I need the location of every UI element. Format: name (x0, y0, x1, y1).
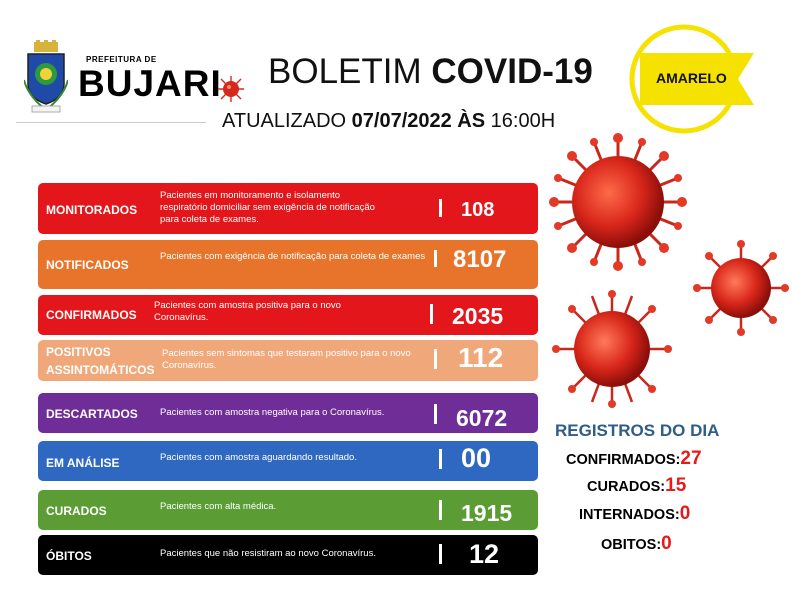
row-notificados (38, 240, 538, 289)
row-monitorados-name: MONITORADOS (46, 203, 138, 217)
row-descartados-value: 6072 (456, 405, 508, 431)
row-curados-divider (439, 500, 442, 520)
row-notificados-name: NOTIFICADOS (46, 258, 129, 272)
row-confirmados-divider (430, 304, 433, 324)
virus-middle-icon (552, 290, 672, 408)
row-monitorados-value: 108 (461, 199, 495, 221)
registros-confirmados-value: 27 (680, 448, 702, 469)
row-positivos-desc: Pacientes sem sintomas que testaram positivo para o novo Coronavírus. (162, 348, 411, 371)
virus-right-icon (693, 240, 789, 336)
row-obitos-desc: Pacientes que não resistiram ao novo Coronavírus. (160, 548, 376, 559)
row-descartados (38, 393, 538, 433)
row-confirmados-value: 2035 (452, 303, 504, 329)
alert-level-label: AMARELO (656, 70, 727, 86)
row-obitos-name: ÓBITOS (46, 549, 92, 563)
row-curados-name: CURADOS (46, 504, 107, 518)
row-positivos-name-line1: POSITIVOS (46, 345, 111, 359)
row-confirmados-desc: Pacientes com amostra positiva para o novo Coronavírus. (154, 300, 341, 323)
row-notificados-desc: Pacientes com exigência de notificação para coleta de exames (160, 251, 426, 262)
logo-city-text: BUJARI (78, 63, 222, 104)
small-virus-icon (216, 74, 246, 104)
registros-internados (579, 503, 690, 525)
row-obitos (38, 535, 538, 575)
row-em-analise-name: EM ANÁLISE (46, 456, 120, 470)
registros-internados-label: INTERNADOS: (579, 507, 680, 523)
row-em-analise-desc: Pacientes com amostra aguardando resultado. (160, 452, 357, 463)
row-positivos-value: 112 (458, 342, 504, 373)
virus-large-icon (538, 132, 696, 272)
row-notificados-divider (434, 250, 437, 267)
row-monitorados-desc: Pacientes em monitoramento e isolamento respiratório domiciliar sem exigência de notificação para coleta de exames. (160, 190, 375, 225)
row-em-analise-value: 00 (461, 443, 492, 473)
row-positivos-name-line2: ASSINTOMÁTICOS (46, 363, 155, 377)
registros-internados-value: 0 (679, 503, 691, 524)
updated-timestamp (222, 110, 555, 133)
row-em-analise (38, 441, 538, 481)
row-monitorados (38, 183, 538, 234)
updated-date: 07/07/2022 ÀS (351, 110, 486, 132)
registros-obitos (601, 533, 672, 555)
coat-of-arms-icon (24, 40, 68, 114)
title-regular: BOLETIM (268, 52, 432, 91)
row-positivos (38, 340, 538, 381)
row-descartados-divider (434, 404, 437, 424)
registros-obitos-value: 0 (661, 533, 672, 554)
row-confirmados (38, 295, 538, 335)
alert-level-badge (626, 23, 754, 135)
updated-time: 16:00H (485, 110, 556, 132)
row-descartados-desc: Pacientes com amostra negativa para o Coronavírus. (160, 407, 385, 418)
municipal-logo (8, 36, 222, 126)
registros-curados-label: CURADOS: (587, 479, 666, 495)
row-notificados-value: 8107 (453, 246, 507, 273)
page-title (268, 52, 593, 92)
registros-confirmados (566, 448, 702, 470)
registros-curados-value: 15 (665, 475, 687, 496)
row-obitos-value: 12 (469, 539, 500, 569)
registros-curados (587, 475, 686, 497)
row-positivos-divider (434, 349, 437, 369)
row-curados-desc: Pacientes com alta médica. (160, 501, 277, 512)
row-monitorados-divider (439, 199, 442, 217)
row-em-analise-divider (439, 449, 442, 469)
title-bold: COVID-19 (431, 52, 593, 91)
registros-confirmados-label: CONFIRMADOS: (566, 452, 681, 468)
registros-title: REGISTROS DO DIA (555, 421, 720, 440)
updated-prefix: ATUALIZADO (222, 110, 352, 132)
logo-divider (16, 122, 206, 123)
registros-obitos-label: OBITOS: (601, 537, 662, 553)
row-confirmados-name: CONFIRMADOS (46, 308, 137, 322)
row-curados-value: 1915 (461, 500, 513, 526)
logo-prefecture-text: PREFEITURA DE (86, 55, 157, 64)
row-obitos-divider (439, 544, 442, 564)
row-curados (38, 490, 538, 530)
row-positivos-name (46, 343, 154, 379)
row-descartados-name: DESCARTADOS (46, 407, 138, 421)
